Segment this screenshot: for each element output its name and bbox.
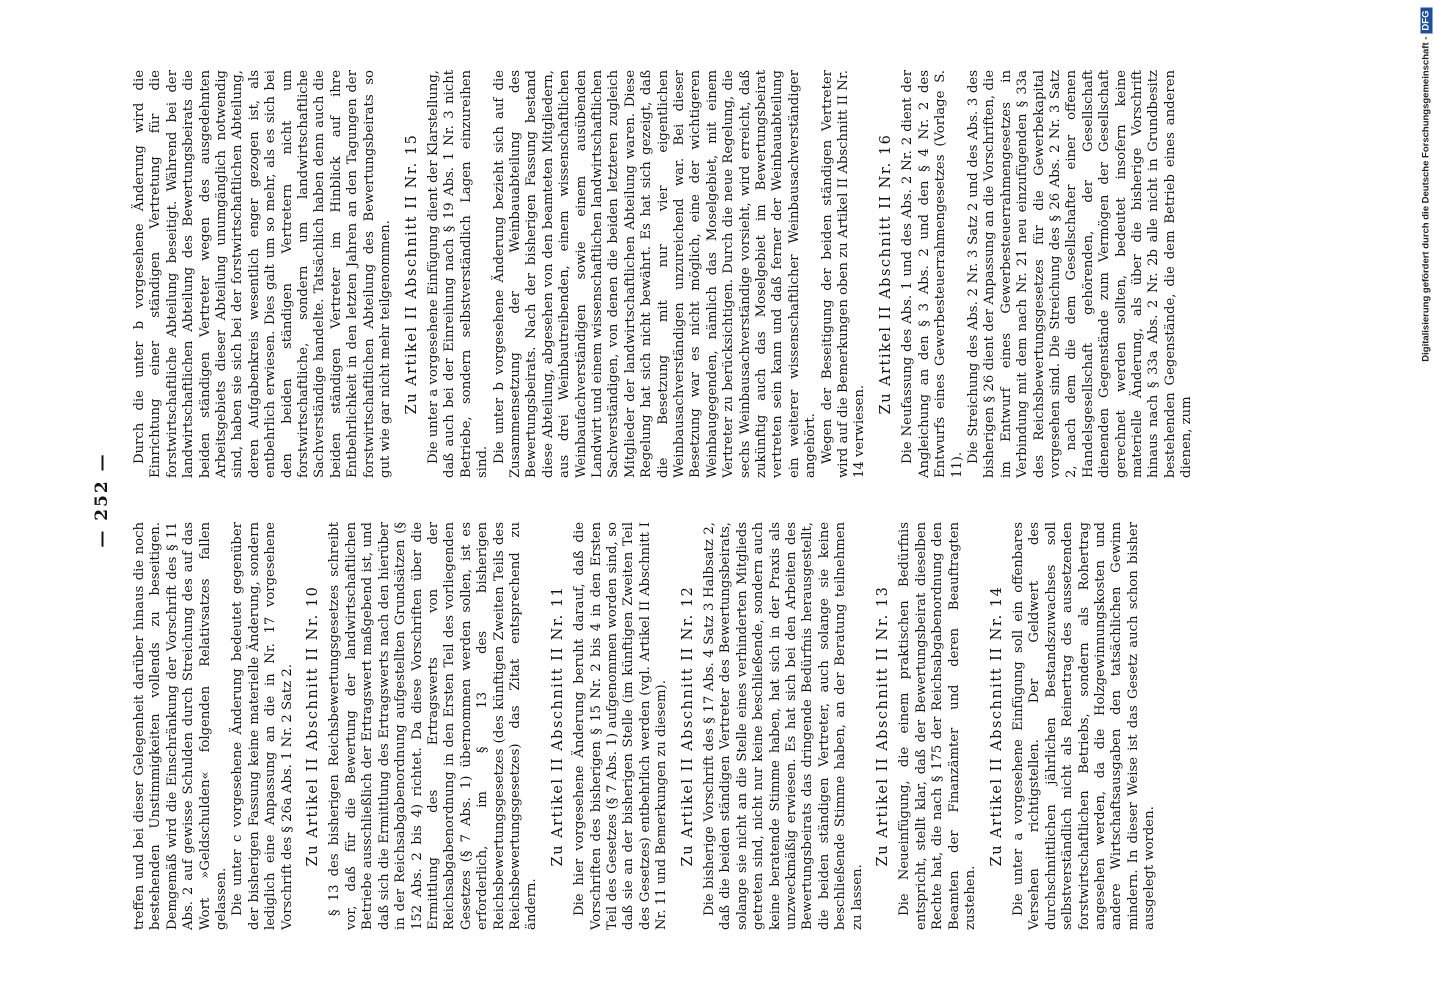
rotated-document-page (92, 70, 1412, 930)
paragraph: Durch die unter b vorgesehene Änderung wird die Einrichtung einer ständigen Vertretung für die forstwirtschaftliche Abteilung beseitigt. Während bei der landwirtschaftlichen Abteilung des Bewertungsbeirats die beiden ständigen Vertreter wegen des ausgedehnten Arbeitsgebiets dieser Abteilung unumgänglich notwendig sind, haben sie sich bei der forstwirtschaftlichen Abteilung, deren Aufgabenkreis wesentlich enger gezogen ist, als entbehrlich erwiesen. Dies galt um so mehr, als es sich bei den beiden ständigen Vertretern nicht um forstwirtschaftliche, sondern um landwirtschaftliche Sachverständige handelte. Tatsächlich haben denn auch die beiden ständigen Vertreter im Hinblick auf ihre Entbehrlichkeit in den letzten Jahren an den Tagungen der forstwirtschaftlichen Abteilung des Bewertungsbeirats so gut wie gar nicht mehr teilgenommen. (132, 70, 394, 478)
paragraph: Die hier vorgesehene Änderung beruht darauf, daß die Vorschriften des bisherigen § 15 Nr. 2 bis 4 in den Ersten Teil des Gesetzes (§ 7 Abs. 1) aufgenommen worden sind, so daß sie an der bisherigen Stelle (im künftigen Zweiten Teil des Gesetzes) entbehrlich werden (vgl. Artikel II Abschnitt I Nr. 11 und Bemerkungen zu diesem). (572, 522, 670, 930)
paragraph: Wegen der Beseitigung der beiden ständigen Vertreter wird auf die Bemerkungen oben zu Artikel II Abschnitt II Nr. 14 verwiesen. (819, 70, 868, 478)
paragraph: Die unter b vorgesehene Änderung bezieht sich auf die Zusammensetzung der Weinbauabteilung des Bewertungsbeirats. Nach der bisherigen Fassung bestand diese Abteilung, abgesehen von den beamteten Mitgliedern, aus drei Weinbautreibenden, einem wissenschaftlichen Weinbaufachverständigen sowie einem ausübenden Landwirt und einem wissenschaftlichen landwirtschaftlichen Sachverständigen, von denen die beiden letzteren zugleich Mitglieder der landwirtschaftlichen Abteilung waren. Diese Regelung hat sich nicht bewährt. Es hat sich gezeigt, daß die Besetzung mit nur vier eigentlichen Weinbausachverständigen unzureichend war. Bei dieser Besetzung war es nicht möglich, eine der wichtigeren Weinbaugegenden, nämlich das Moselgebiet, mit einem Vertreter zu berücksichtigen. Durch die neue Regelung, die sechs Weinbausachverständige vorsieht, wird erreicht, daß zukünftig auch das Moselgebiet im Bewertungsbeirat vertreten sein kann und daß ferner der Weinbauabteilung ein weiterer wissenschaftlicher Weinbausachverständiger angehört. (491, 70, 819, 478)
paragraph: Die unter c vorgesehene Änderung bedeutet gegenüber der bisherigen Fassung keine materielle Änderung, sondern lediglich eine Anpassung an die in Nr. 17 vorgesehene Vorschrift des § 26a Abs. 1 Nr. 2 Satz 2. (230, 522, 295, 930)
paragraph: Die Neueinfügung, die einem praktischen Bedürfnis entspricht, stellt klar, daß der Bewertungsbeirat dieselben Rechte hat, die nach § 175 der Reichsabgabenordnung den Beamten der Finanzämter und deren Beauftragten zustehen. (897, 522, 979, 930)
section-heading: Zu Artikel II Abschnitt II Nr. 10 (305, 585, 322, 867)
digitization-credit-text (1421, 8, 1433, 993)
credit-text: Digitalisierung gefördert durch die Deutsche Forschungsgemeinschaft - (1420, 36, 1432, 362)
digitization-credit (1420, 8, 1432, 993)
section-heading: Zu Artikel II Abschnitt II Nr. 13 (875, 585, 892, 867)
paragraph: Die Streichung des Abs. 2 Nr. 3 Satz 2 und des Abs. 3 des bisherigen § 26 dient der Anpassung an die Vorschriften, die im Entwurf eines Gewerbesteuerrahmengesetzes in Verbindung mit dem nach Nr. 21 neu einzufügenden § 33a des Reichsbewertungsgesetzes für die Gewerbekapital vorgesehen sind. Die Streichung des § 26 Abs. 2 Nr. 3 Satz 2, nach dem die dem Gesellschafter einer offenen Handelsgesellschaft gehörenden, der Gesellschaft dienenden Gegenstände zum Vermögen der Gesellschaft gerechnet werden sollten, bedeutet insofern keine materielle Änderung, als über die bisherige Vorschrift hinaus nach § 33a Abs. 2 Nr. 2b alle nicht in Grundbesitz bestehenden Gegenstände, die dem Betrieb eines anderen dienen, zum (965, 70, 1195, 478)
section-heading: Zu Artikel II Abschnitt II Nr. 14 (988, 585, 1005, 867)
page-number: — 252 — (92, 452, 112, 548)
left-text-column (132, 522, 1159, 930)
section-heading: Zu Artikel II Abschnitt II Nr. 16 (877, 133, 894, 415)
right-text-column (132, 70, 1196, 478)
section-heading: Zu Artikel II Abschnitt II Nr. 12 (679, 585, 696, 867)
section-heading: Zu Artikel II Abschnitt II Nr. 15 (403, 133, 420, 415)
paragraph: treffen und bei dieser Gelegenheit darüber hinaus die noch bestehenden Unstimmigkeiten vollends zu beseitigen. Demgemäß wird die Einschränkung der Vorschrift des § 11 Abs. 2 auf gewisse Schulden durch Streichung des auf das Wort »Geldschulden« folgenden Relativsatzes fallen gelassen. (132, 522, 230, 930)
paragraph: Die unter a vorgesehene Einfügung soll ein offenbares Versehen richtigstellen. Der Geldwert des durchschnittlichen jährlichen Bestandszuwachses soll selbstverständlich nicht als Reinertrag des aussetzenden forstwirtschaftlichen Betriebs, sondern als Rohertrag angesehen werden, da die Holzgewinnungskosten und andere Wirtschaftsausgaben den tatsächlichen Gewinn mindern. In dieser Weise ist das Gesetz auch schon bisher ausgelegt worden. (1010, 522, 1158, 930)
paragraph: § 13 des bisherigen Reichsbewertungsgesetzes schreibt vor, daß für die Bewertung der landwirtschaftlichen Betriebe ausschließlich der Ertragswert maßgebend ist, und daß sich die Ermittlung des Ertragswerts nach den hierüber in der Reichsabgabenordnung aufgestellten Grundsätzen (§ 152 Abs. 2 bis 4) richtet. Da diese Vorschriften über die Ermittlung des Ertragswerts von der Reichsabgabenordnung in den Ersten Teil des vorliegenden Gesetzes (§ 7 Abs. 1) übernommen werden sollen, ist es erforderlich, im § 13 des bisherigen Reichsbewertungsgesetzes (des künftigen Zweiten Teils des Reichsbewertungsgesetzes) das Zitat entsprechend zu ändern. (327, 522, 540, 930)
paragraph: Die Neufassung des Abs. 1 und des Abs. 2 Nr. 2 dient der Angleichung an den § 3 Abs. 2 und den § 4 Nr. 2 des Entwurfs eines Gewerbesteuerrahmengesetzes (Vorlage S. 11). (900, 70, 965, 478)
section-heading: Zu Artikel II Abschnitt II Nr. 11 (549, 585, 566, 867)
dfg-logo: DFG (1421, 8, 1433, 34)
paragraph: Die bisherige Vorschrift des § 17 Abs. 4 Satz 3 Halbsatz 2, daß die beiden ständigen Vertreter des Bewertungsbeirats, solange sie nicht an die Stelle eines verhinderten Mitglieds getreten sind, nicht nur keine beschließende, sondern auch keine beratende Stimme haben, hat sich in der Praxis als unzweckmäßig erwiesen. Es hat sich bei den Arbeiten des Bewertungsbeirats das dringende Bedürfnis herausgestellt, die beiden ständigen Vertreter, auch solange sie keine beschließende Stimme haben, an der Beratung teilnehmen zu lassen. (702, 522, 865, 930)
paragraph: Die unter a vorgesehene Einfügung dient der Klarstellung, daß auch bei der Einreihung nach § 19 Abs. 1 Nr. 3 nicht Betriebe, sondern selbstverständlich Lagen einzureihen sind. (425, 70, 491, 478)
